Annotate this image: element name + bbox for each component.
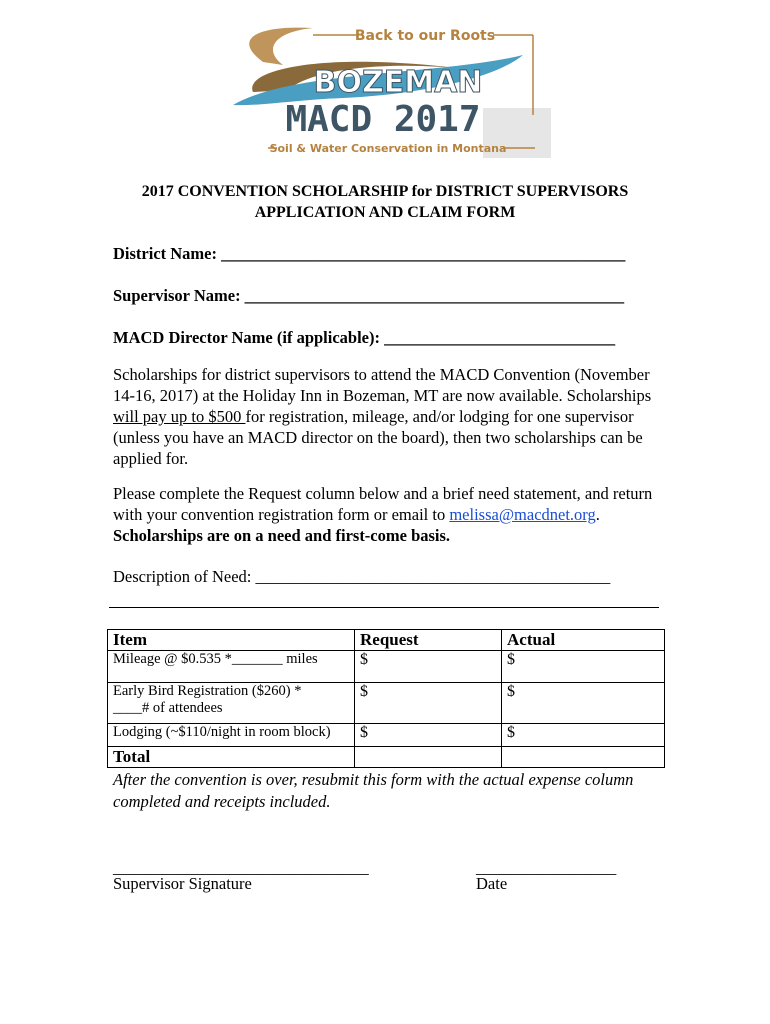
paragraph1-text-a: Scholarships for district supervisors to attend the MACD Convention (November 14-16, 2017) at the Holiday Inn in Bozeman, MT are now available. Scholarships <box>113 365 652 405</box>
paragraph1-text-b: for registration, mileage, and/or lodging for one supervisor (unless you have an MACD director on the board), then two scholarships can be applied for. <box>113 407 643 468</box>
logo-top-text: Back to our Roots <box>354 28 496 44</box>
district-name-field[interactable]: District Name: _________________________________________________ <box>113 244 626 263</box>
resubmit-note: After the convention is over, resubmit this form with the actual expense column completed and receipts included. <box>113 770 634 811</box>
director-name-field[interactable]: MACD Director Name (if applicable): ____________________________ <box>113 328 616 347</box>
table-header-row <box>108 630 665 651</box>
total-request[interactable] <box>355 747 502 768</box>
registration-item-line2: ____# of attendees <box>113 700 223 716</box>
supervisor-name-field[interactable]: Supervisor Name: ______________________________________________ <box>113 286 625 305</box>
table-row <box>108 724 665 747</box>
header-actual: Actual <box>502 630 665 651</box>
table-row <box>108 683 665 724</box>
signature-label: Supervisor Signature <box>113 874 252 893</box>
registration-item <box>108 683 355 724</box>
mileage-actual[interactable]: $ <box>502 651 665 683</box>
form-title-line1: 2017 CONVENTION SCHOLARSHIP for DISTRICT SUPERVISORS <box>141 183 629 200</box>
signature-line[interactable]: _______________________________ <box>113 858 369 877</box>
need-line[interactable] <box>109 607 659 608</box>
registration-request[interactable]: $ <box>355 683 502 724</box>
macd-2017-logo <box>193 20 553 160</box>
table-row <box>108 747 665 768</box>
expense-table <box>107 629 665 768</box>
instructions-paragraph <box>113 483 673 546</box>
lodging-item: Lodging (~$110/night in room block) <box>108 724 355 747</box>
lodging-request[interactable]: $ <box>355 724 502 747</box>
form-title <box>100 181 670 223</box>
date-label: Date <box>476 874 508 893</box>
total-actual[interactable] <box>502 747 665 768</box>
form-title-line2: APPLICATION AND CLAIM FORM <box>254 204 516 221</box>
mileage-item: Mileage @ $0.535 *_______ miles <box>108 651 355 683</box>
registration-item-line1: Early Bird Registration ($260) * <box>113 683 302 699</box>
date-line[interactable]: _________________ <box>476 858 617 877</box>
scholarship-info-paragraph <box>113 364 673 469</box>
header-item: Item <box>108 630 355 651</box>
registration-actual[interactable]: $ <box>502 683 665 724</box>
paragraph1-underlined: will pay up to $500 <box>113 407 246 426</box>
table-row <box>108 651 665 683</box>
paragraph2-bold: Scholarships are on a need and first-come basis. <box>113 526 451 545</box>
mileage-request[interactable]: $ <box>355 651 502 683</box>
logo-event: MACD 2017 <box>285 99 481 140</box>
total-label: Total <box>108 747 355 768</box>
email-link[interactable]: melissa@macdnet.org <box>449 505 596 524</box>
paragraph2-text-b: . <box>595 505 600 524</box>
logo-bottom-text: Soil & Water Conservation in Montana <box>269 142 507 155</box>
paragraph2-text-a: Please complete the Request column below and a brief need statement, and return with your convention registration form or email to <box>113 484 653 524</box>
lodging-actual[interactable]: $ <box>502 724 665 747</box>
logo-city: BOZEMAN <box>313 65 483 100</box>
description-of-need-field[interactable]: Description of Need: ___________________________________________ <box>113 567 611 586</box>
header-request: Request <box>355 630 502 651</box>
